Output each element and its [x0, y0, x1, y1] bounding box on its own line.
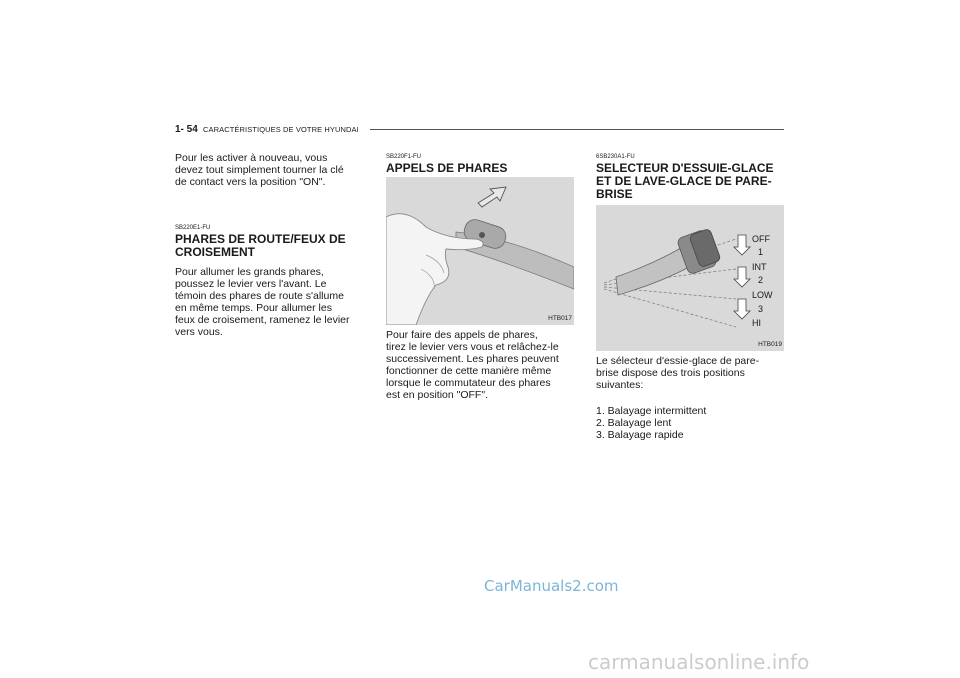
body-line: en même temps. Pour allumer les: [175, 302, 332, 314]
figure-label: HTB017: [548, 315, 572, 322]
body-line: témoin des phares de route s'allume: [175, 290, 344, 302]
section-title: CARACTÉRISTIQUES DE VOTRE HYUNDAI: [203, 125, 359, 134]
body-line: suivantes:: [596, 379, 644, 391]
section-code: SB220F1-FU: [386, 154, 422, 160]
watermark-carmanualsonline[interactable]: carmanualsonline.info: [588, 650, 810, 674]
body-line: vers vous.: [175, 326, 223, 338]
position-label-low: LOW: [752, 290, 773, 300]
lever-hand-illustration: [386, 177, 574, 325]
position-label-int: INT: [752, 262, 767, 272]
body-line: feux de croisement, ramenez le levier: [175, 314, 350, 326]
position-label-1: 1: [758, 247, 764, 257]
body-line: tirez le levier vers vous et relâchez-le: [386, 341, 559, 353]
section-heading: [596, 162, 786, 201]
wiper-paragraph: [596, 355, 784, 391]
headlight-flash-paragraph: [386, 329, 574, 401]
heading-line: ET DE LAVE-GLACE DE PARE-: [596, 174, 772, 188]
page-number: 1- 54: [175, 124, 198, 135]
body-line: successivement. Les phares peuvent: [386, 353, 559, 365]
heading-line: BRISE: [596, 187, 633, 201]
position-label-3: 3: [758, 304, 764, 314]
wiper-lever-illustration: [596, 205, 784, 351]
heading-line: CROISEMENT: [175, 245, 256, 259]
section-code: 6SB230A1-FU: [596, 154, 635, 160]
body-line: lorsque le commutateur des phares: [386, 377, 551, 389]
high-beam-paragraph: [175, 266, 363, 338]
body-line: Pour allumer les grands phares,: [175, 266, 324, 278]
body-line: est en position "OFF".: [386, 389, 488, 401]
heading-line: PHARES DE ROUTE/FEUX DE: [175, 232, 346, 246]
body-line: Pour faire des appels de phares,: [386, 329, 538, 341]
position-label-hi: HI: [752, 318, 761, 328]
intro-line: devez tout simplement tourner la clé: [175, 164, 344, 176]
figure-label: HTB019: [758, 341, 782, 348]
body-line: brise dispose des trois positions: [596, 367, 745, 379]
header-rule: [370, 129, 784, 130]
intro-line: de contact vers la position "ON".: [175, 176, 326, 188]
wiper-switch-figure: [596, 205, 784, 351]
body-line: fonctionner de cette manière même: [386, 365, 552, 377]
position-label-off: OFF: [752, 234, 770, 244]
section-code: SB220E1-FU: [175, 225, 211, 231]
intro-line: Pour les activer à nouveau, vous: [175, 152, 328, 164]
list-item: 3. Balayage rapide: [596, 429, 684, 441]
watermark-carmanuals2[interactable]: CarManuals2.com: [484, 577, 619, 595]
list-item: 1. Balayage intermittent: [596, 405, 707, 417]
list-item: 2. Balayage lent: [596, 417, 672, 429]
heading-line: SELECTEUR D'ESSUIE-GLACE: [596, 161, 774, 175]
section-heading: [175, 233, 365, 259]
body-line: poussez le levier vers l'avant. Le: [175, 278, 327, 290]
wiper-speed-list: [596, 405, 784, 441]
intro-paragraph: [175, 152, 363, 188]
section-heading: APPELS DE PHARES: [386, 161, 508, 175]
body-line: Le sélecteur d'essie-glace de pare-: [596, 355, 760, 367]
headlight-flash-figure: [386, 177, 574, 325]
position-label-2: 2: [758, 275, 764, 285]
